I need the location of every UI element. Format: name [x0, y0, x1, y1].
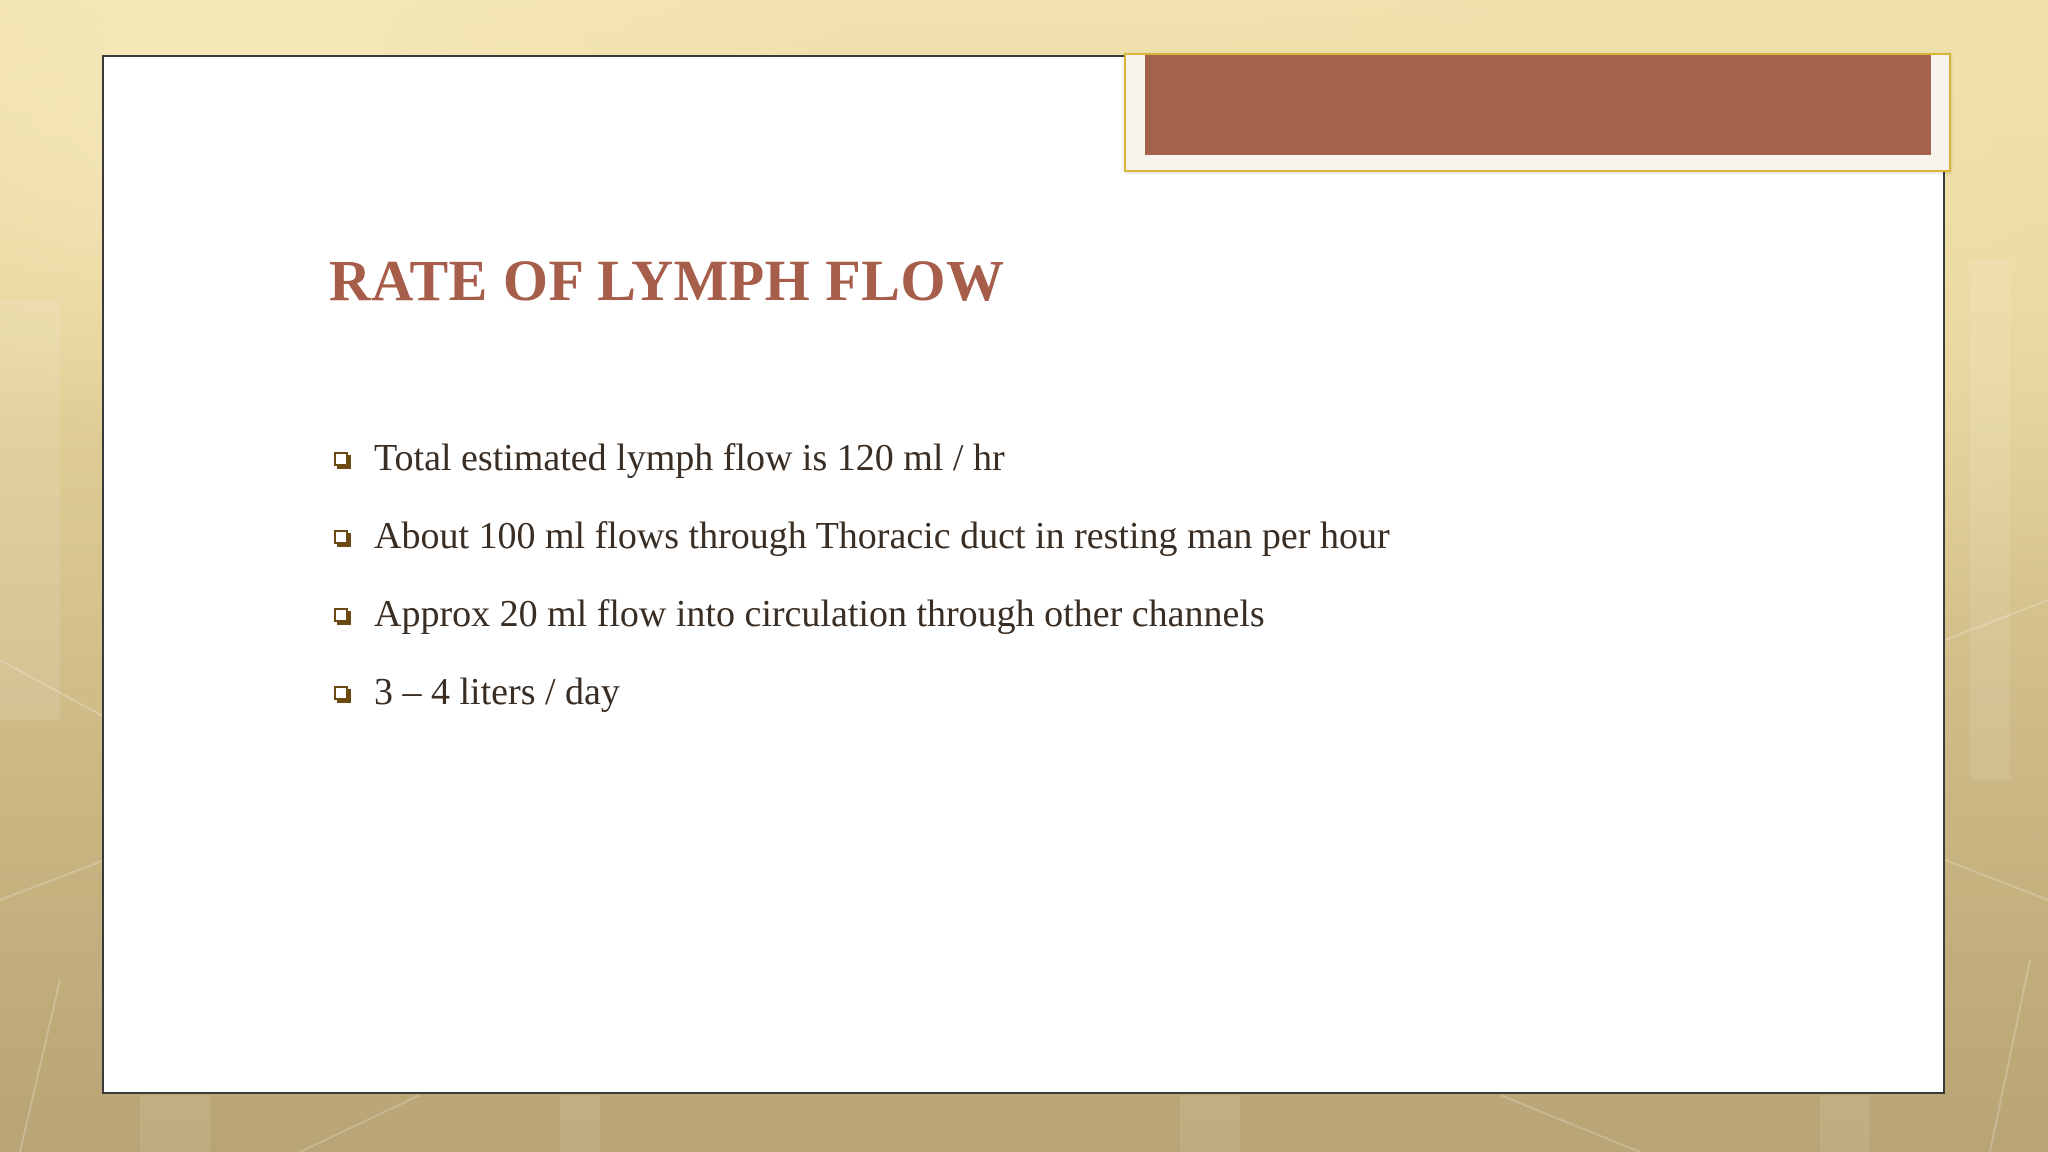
- hollow-square-bullet-icon: [334, 608, 350, 624]
- bullet-text: About 100 ml flows through Thoracic duct in resting man per hour: [374, 515, 1390, 557]
- bullet-list: [334, 419, 1390, 731]
- bullet-item: [334, 653, 1390, 731]
- hollow-square-bullet-icon: [334, 452, 350, 468]
- slide-title: RATE OF LYMPH FLOW: [329, 248, 1005, 313]
- bullet-item: [334, 575, 1390, 653]
- title-accent-bar: [1145, 55, 1931, 155]
- bullet-text: 3 – 4 liters / day: [374, 671, 620, 713]
- title-accent-frame: [1124, 53, 1951, 172]
- hollow-square-bullet-icon: [334, 686, 350, 702]
- bullet-text: Total estimated lymph flow is 120 ml / hr: [374, 437, 1005, 479]
- bullet-item: [334, 497, 1390, 575]
- hollow-square-bullet-icon: [334, 530, 350, 546]
- slide-canvas: [102, 55, 1945, 1094]
- bullet-item: [334, 419, 1390, 497]
- bullet-text: Approx 20 ml flow into circulation through other channels: [374, 593, 1265, 635]
